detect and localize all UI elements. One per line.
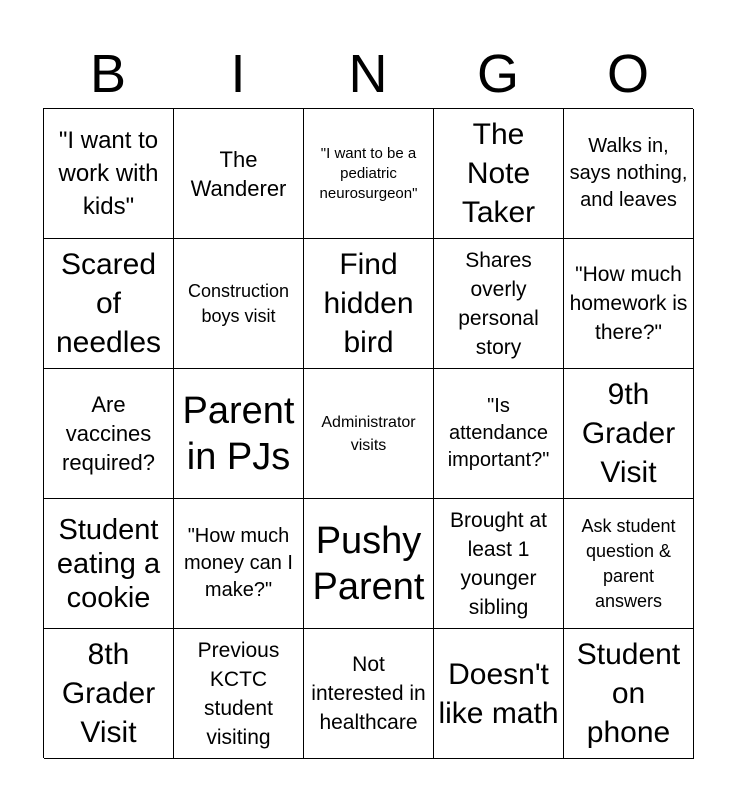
- cell-text: Brought at least 1 younger sibling: [450, 508, 547, 619]
- cell-text: "How much money can I make?": [184, 525, 293, 601]
- bingo-cell[interactable]: [564, 369, 694, 499]
- bingo-cell[interactable]: [434, 629, 564, 759]
- cell-text: Shares overly personal story: [458, 248, 539, 359]
- cell-text: The Note Taker: [461, 118, 536, 229]
- cell-text: "I want to be a pediatric neurosurgeon": [319, 144, 418, 202]
- cell-text: "I want to work with kids": [58, 127, 159, 220]
- header-letter-o: O: [606, 44, 649, 104]
- header-letter-n: N: [348, 44, 388, 104]
- cell-text: 9th Grader Visit: [581, 378, 676, 489]
- bingo-cell[interactable]: [434, 369, 564, 499]
- bingo-cell[interactable]: [44, 239, 174, 369]
- bingo-cell[interactable]: [174, 499, 304, 629]
- bingo-cell[interactable]: [174, 629, 304, 759]
- bingo-cell[interactable]: [174, 369, 304, 499]
- cell-text: Construction boys visit: [187, 280, 290, 326]
- bingo-cell[interactable]: [564, 629, 694, 759]
- cell-text: Find hidden bird: [323, 248, 414, 359]
- cell-text: Student eating a cookie: [56, 513, 161, 614]
- bingo-board: [43, 108, 693, 758]
- bingo-cell[interactable]: [564, 239, 694, 369]
- bingo-cell[interactable]: [564, 499, 694, 629]
- bingo-cell[interactable]: [434, 239, 564, 369]
- bingo-cell[interactable]: [174, 239, 304, 369]
- cell-text: The Wanderer: [190, 146, 287, 201]
- cell-text: Are vaccines required?: [62, 392, 155, 475]
- header-letter-g: G: [476, 44, 519, 104]
- cell-text: "How much homework is there?": [569, 263, 688, 344]
- bingo-cell[interactable]: [44, 109, 174, 239]
- bingo-cell[interactable]: [304, 109, 434, 239]
- cell-text: Scared of needles: [55, 248, 162, 359]
- cell-text: 8th Grader Visit: [61, 638, 156, 749]
- bingo-cell[interactable]: [304, 239, 434, 369]
- cell-text: Ask student question & parent answers: [581, 515, 676, 611]
- cell-text: Pushy Parent: [312, 519, 425, 608]
- cell-text: Student on phone: [576, 638, 681, 749]
- cell-text: Not interested in healthcare: [311, 653, 426, 734]
- bingo-cell[interactable]: [174, 109, 304, 239]
- bingo-cell[interactable]: [44, 499, 174, 629]
- header-letter-i: I: [230, 44, 246, 104]
- cell-text: Walks in, says nothing, and leaves: [569, 135, 688, 211]
- cell-text: Parent in PJs: [182, 389, 295, 478]
- cell-text: Doesn't like math: [438, 657, 559, 730]
- cell-text: "Is attendance important?": [447, 395, 550, 471]
- header-letter-b: B: [89, 44, 127, 104]
- bingo-cell[interactable]: [44, 369, 174, 499]
- cell-text: Administrator visits: [321, 413, 416, 454]
- bingo-cell[interactable]: [44, 629, 174, 759]
- bingo-cell[interactable]: [434, 109, 564, 239]
- bingo-cell[interactable]: [304, 629, 434, 759]
- bingo-cell[interactable]: [304, 369, 434, 499]
- bingo-cell[interactable]: [304, 499, 434, 629]
- bingo-cell[interactable]: [564, 109, 694, 239]
- cell-text: Previous KCTC student visiting: [197, 638, 280, 749]
- bingo-header: [43, 40, 693, 108]
- bingo-cell[interactable]: [434, 499, 564, 629]
